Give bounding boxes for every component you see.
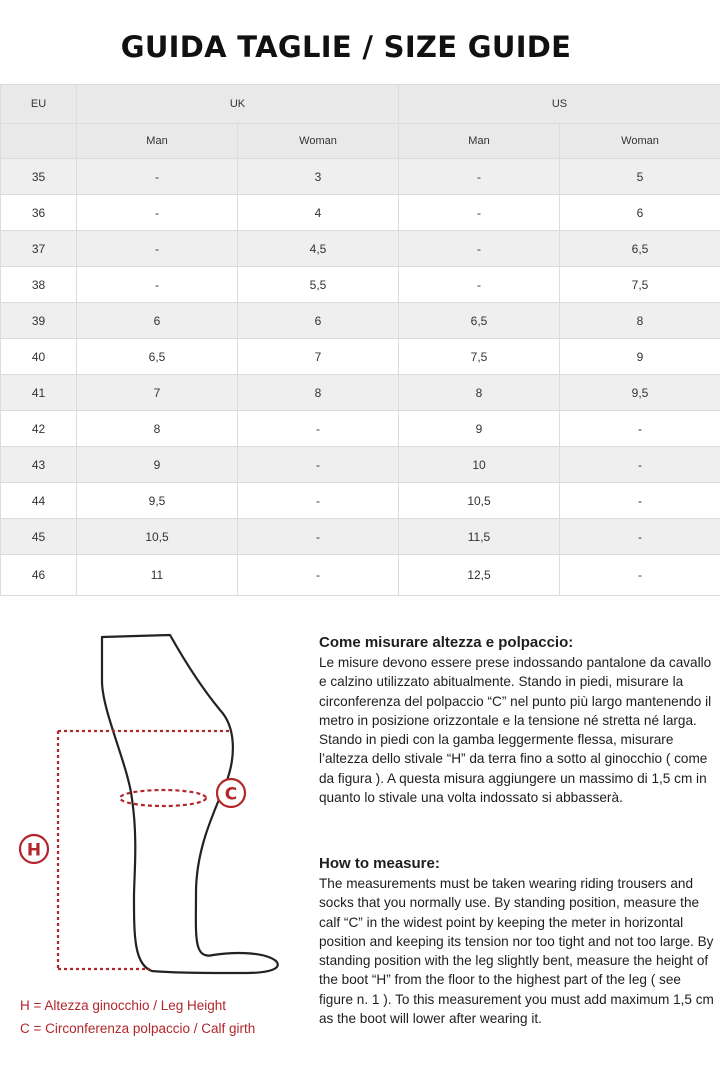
cell-us-man: 8 <box>399 375 560 411</box>
cell-uk-woman: 6 <box>238 303 399 339</box>
cell-eu: 38 <box>1 267 77 303</box>
cell-us-man: 9 <box>399 411 560 447</box>
cell-eu: 39 <box>1 303 77 339</box>
height-measure-lines <box>58 731 230 969</box>
cell-uk-man: 9,5 <box>77 483 238 519</box>
cell-uk-woman: 7 <box>238 339 399 375</box>
cell-uk-man: 7 <box>77 375 238 411</box>
cell-us-woman: - <box>560 555 720 596</box>
cell-us-woman: - <box>560 411 720 447</box>
cell-us-man: - <box>399 267 560 303</box>
height-label: H <box>26 840 42 861</box>
cell-uk-woman: 4 <box>238 195 399 231</box>
table-row <box>1 339 720 375</box>
table-row <box>1 195 720 231</box>
subheader-row <box>1 124 720 159</box>
english-instructions <box>319 855 717 1028</box>
table-row <box>1 267 720 303</box>
cell-eu: 45 <box>1 519 77 555</box>
cell-us-woman: - <box>560 447 720 483</box>
cell-us-woman: 6 <box>560 195 720 231</box>
header-us: US <box>399 85 720 124</box>
table-row <box>1 375 720 411</box>
legend-calf: C = Circonferenza polpaccio / Calf girth <box>20 1021 256 1036</box>
cell-uk-woman: 3 <box>238 159 399 195</box>
subheader-empty <box>1 124 77 159</box>
table-row <box>1 159 720 195</box>
table-row <box>1 303 720 339</box>
page-title: GUIDA TAGLIE / SIZE GUIDE <box>120 30 572 64</box>
cell-uk-woman: - <box>238 447 399 483</box>
cell-uk-man: 8 <box>77 411 238 447</box>
size-table <box>0 84 720 596</box>
cell-us-man: 12,5 <box>399 555 560 596</box>
cell-us-man: 11,5 <box>399 519 560 555</box>
cell-uk-woman: - <box>238 555 399 596</box>
subheader-us-man: Man <box>399 124 560 159</box>
cell-uk-man: 10,5 <box>77 519 238 555</box>
subheader-uk-woman: Woman <box>238 124 399 159</box>
header-row <box>1 85 720 124</box>
table-row <box>1 447 720 483</box>
leg-outline-icon <box>102 635 278 973</box>
italian-instructions <box>319 634 717 807</box>
cell-us-woman: 7,5 <box>560 267 720 303</box>
cell-eu: 44 <box>1 483 77 519</box>
cell-us-man: 10,5 <box>399 483 560 519</box>
size-table-body <box>1 85 720 596</box>
italian-title: Come misurare altezza e polpaccio: <box>319 634 574 651</box>
cell-uk-man: - <box>77 195 238 231</box>
cell-uk-woman: 5,5 <box>238 267 399 303</box>
cell-uk-man: - <box>77 159 238 195</box>
cell-uk-man: 11 <box>77 555 238 596</box>
header-eu: EU <box>1 85 77 124</box>
legend-height: H = Altezza ginocchio / Leg Height <box>20 998 227 1013</box>
subheader-us-woman: Woman <box>560 124 720 159</box>
cell-us-man: 6,5 <box>399 303 560 339</box>
cell-uk-man: 6,5 <box>77 339 238 375</box>
english-body: The measurements must be taken wearing riding trousers and socks that you normally use. By standing position, measure the calf “C” in the widest point by keeping the meter in horizontal position and keeping its tension nor too tight and not too large. By standing position with the leg slightly bent, measure the height of the boot “H” from the floor to the highest part of the leg ( see figure n. 1 ). To this measurement you must add maximum 1,5 cm as the boot will lower after wearing it. <box>319 876 714 1027</box>
table-row <box>1 231 720 267</box>
table-row <box>1 483 720 519</box>
cell-us-man: - <box>399 231 560 267</box>
cell-us-man: 10 <box>399 447 560 483</box>
cell-uk-woman: - <box>238 519 399 555</box>
cell-uk-woman: 4,5 <box>238 231 399 267</box>
cell-eu: 40 <box>1 339 77 375</box>
cell-us-man: - <box>399 159 560 195</box>
cell-us-man: 7,5 <box>399 339 560 375</box>
cell-us-woman: - <box>560 519 720 555</box>
cell-us-woman: 5 <box>560 159 720 195</box>
cell-uk-woman: - <box>238 483 399 519</box>
calf-label: C <box>224 784 238 805</box>
cell-uk-woman: - <box>238 411 399 447</box>
cell-eu: 37 <box>1 231 77 267</box>
cell-us-woman: 9 <box>560 339 720 375</box>
cell-us-woman: - <box>560 483 720 519</box>
table-row <box>1 555 720 596</box>
italian-body: Le misure devono essere prese indossando pantalone da cavallo e calzino utilizzato abitualmente. Stando in piedi, misurare la circonferenza del polpaccio “C” nel punto più largo mantenendo il metro in posizione orizzontale e la tensione né stretta né larga. Stando in piedi con la gamba leggermente flessa, misurare l’altezza dello stivale “H” da terra fino a sotto al ginocchio ( come da figura ). A questa misura aggiungere un massimo di 1,5 cm in quanto lo stivale una volta indossato si abbasserà. <box>319 655 712 806</box>
subheader-uk-man: Man <box>77 124 238 159</box>
table-row <box>1 519 720 555</box>
cell-eu: 36 <box>1 195 77 231</box>
cell-eu: 43 <box>1 447 77 483</box>
header-uk: UK <box>77 85 399 124</box>
cell-uk-man: - <box>77 267 238 303</box>
table-row <box>1 411 720 447</box>
cell-us-woman: 8 <box>560 303 720 339</box>
cell-eu: 41 <box>1 375 77 411</box>
cell-eu: 35 <box>1 159 77 195</box>
cell-uk-woman: 8 <box>238 375 399 411</box>
english-title: How to measure: <box>319 855 440 872</box>
cell-us-woman: 6,5 <box>560 231 720 267</box>
cell-us-woman: 9,5 <box>560 375 720 411</box>
cell-eu: 42 <box>1 411 77 447</box>
cell-eu: 46 <box>1 555 77 596</box>
cell-uk-man: - <box>77 231 238 267</box>
cell-us-man: - <box>399 195 560 231</box>
cell-uk-man: 6 <box>77 303 238 339</box>
cell-uk-man: 9 <box>77 447 238 483</box>
